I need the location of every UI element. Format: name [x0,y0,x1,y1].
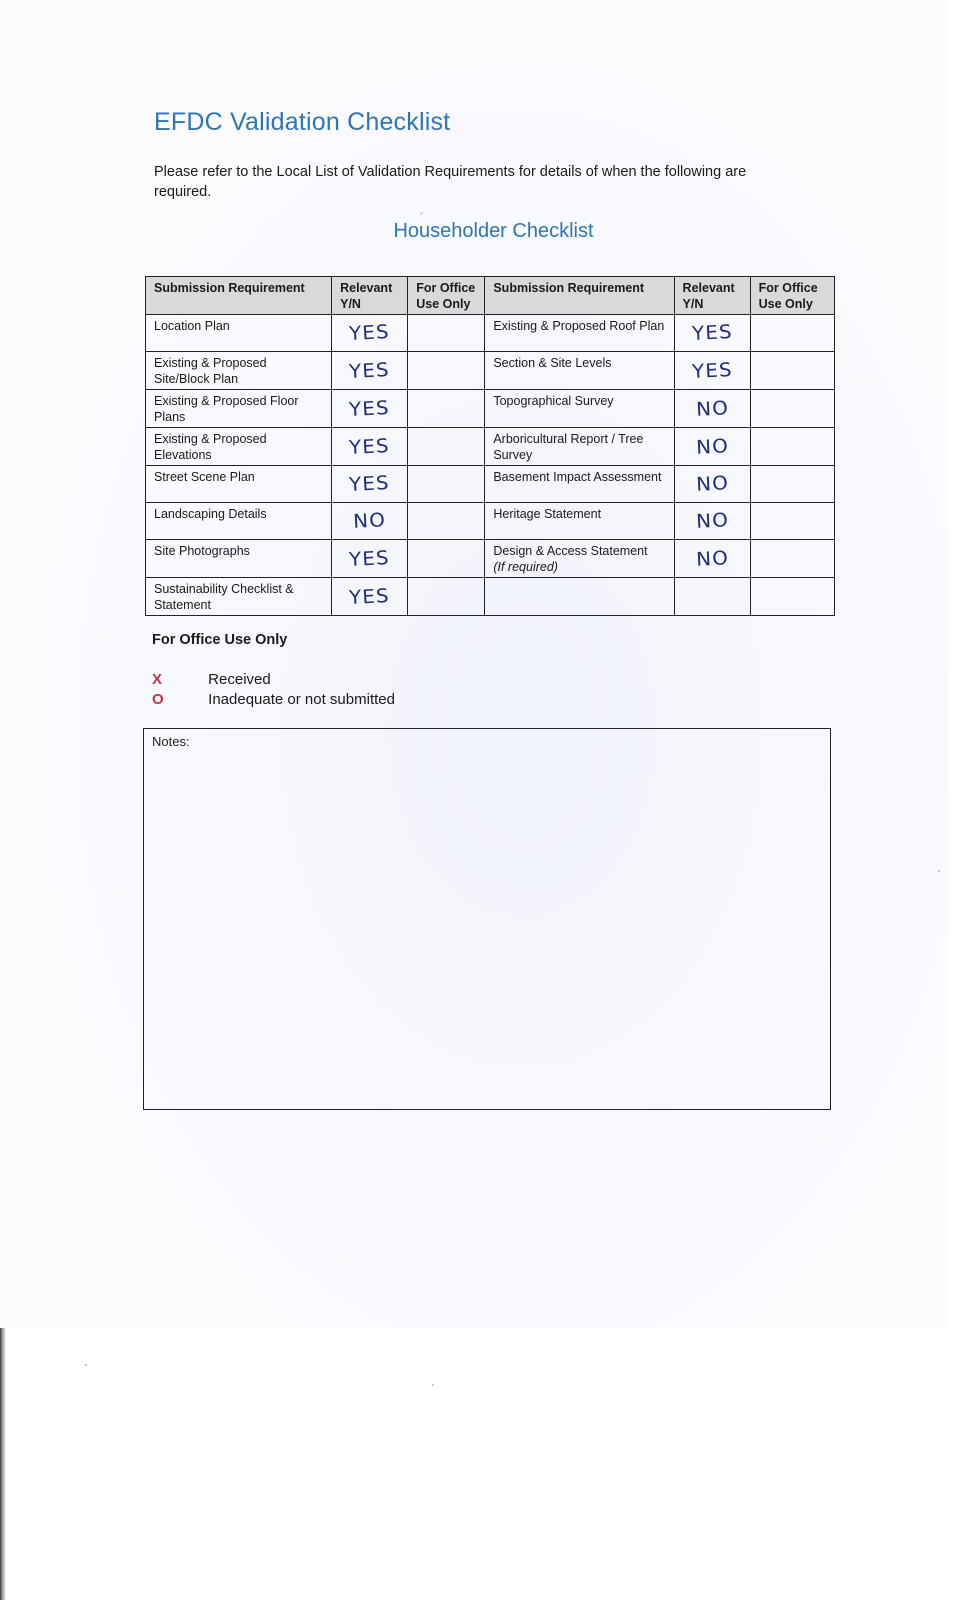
requirement-cell: Site Photographs [146,540,332,578]
document-title: EFDC Validation Checklist [154,108,451,136]
requirement-cell: Location Plan [146,315,332,352]
requirement-note: (If required) [493,560,558,574]
requirement-cell: Heritage Statement [485,503,674,540]
office-use-cell [750,466,834,503]
relevant-answer: NO [674,540,750,578]
scan-speck [420,212,423,215]
office-use-cell [750,428,834,466]
relevant-answer: YES [332,466,408,503]
office-use-cell [750,503,834,540]
table-row [146,352,835,390]
requirement-cell: Topographical Survey [485,390,674,428]
office-use-cell [750,390,834,428]
relevant-answer: YES [332,390,408,428]
section-title: Householder Checklist [393,220,594,242]
office-use-cell [750,315,834,352]
relevant-answer: NO [674,428,750,466]
relevant-answer: YES [674,315,750,352]
header-submission-requirement: Submission Requirement [146,277,332,315]
table-header-row [146,277,835,315]
relevant-answer: YES [332,578,408,616]
table-row [146,315,835,352]
notes-label: Notes: [152,734,190,749]
requirement-cell [485,540,674,578]
office-use-cell [408,578,485,616]
requirement-cell: Street Scene Plan [146,466,332,503]
relevant-answer: YES [332,352,408,390]
requirement-cell [485,578,674,616]
requirement-cell: Existing & Proposed Floor Plans [146,390,332,428]
office-use-cell [408,390,485,428]
office-use-cell [408,466,485,503]
office-use-cell [408,352,485,390]
scan-edge-shadow [0,1328,6,1600]
legend-label: Received [208,671,271,688]
requirement-label: Design & Access Statement [493,544,648,558]
header-office-use: For Office Use Only [750,277,834,315]
header-office-use: For Office Use Only [408,277,485,315]
relevant-answer: NO [674,466,750,503]
table-row [146,428,835,466]
office-use-cell [408,503,485,540]
relevant-answer: NO [674,503,750,540]
relevant-answer [674,578,750,616]
checklist-table [145,276,835,616]
relevant-answer: YES [332,428,408,466]
legend-item-inadequate [152,691,395,708]
requirement-cell: Landscaping Details [146,503,332,540]
table-row [146,466,835,503]
legend-label: Inadequate or not submitted [208,691,395,708]
table-row [146,503,835,540]
table-row [146,390,835,428]
scan-speck [432,1384,434,1386]
requirement-cell: Arboricultural Report / Tree Survey [485,428,674,466]
requirement-cell: Basement Impact Assessment [485,466,674,503]
office-use-cell [750,352,834,390]
received-mark: X [152,671,163,688]
relevant-answer: NO [332,503,408,540]
relevant-answer: NO [674,390,750,428]
intro-text: Please refer to the Local List of Validation Requirements for details of when the following are required. [154,164,747,200]
relevant-answer: YES [332,315,408,352]
inadequate-mark: O [152,691,164,708]
header-relevant: Relevant Y/N [674,277,750,315]
header-submission-requirement: Submission Requirement [485,277,674,315]
requirement-cell: Section & Site Levels [485,352,674,390]
scan-speck [938,870,940,872]
requirement-cell: Existing & Proposed Site/Block Plan [146,352,332,390]
table-row [146,540,835,578]
office-use-cell [408,315,485,352]
legend-item-received [152,671,271,688]
relevant-answer: YES [674,352,750,390]
office-use-cell [408,540,485,578]
scan-speck [85,1364,87,1366]
office-use-cell [750,540,834,578]
header-relevant: Relevant Y/N [332,277,408,315]
office-use-cell [408,428,485,466]
requirement-cell: Existing & Proposed Elevations [146,428,332,466]
relevant-answer: YES [332,540,408,578]
notes-box [143,728,831,1110]
requirement-cell: Existing & Proposed Roof Plan [485,315,674,352]
office-use-heading: For Office Use Only [152,632,288,648]
table-row [146,578,835,616]
office-use-cell [750,578,834,616]
requirement-cell: Sustainability Checklist & Statement [146,578,332,616]
